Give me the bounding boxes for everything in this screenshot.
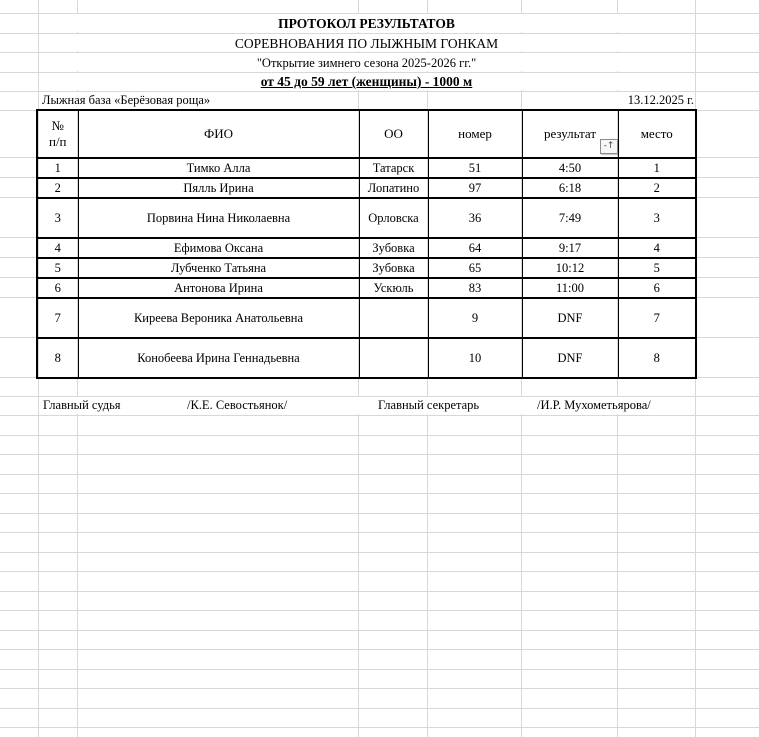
venue-name[interactable]: Лыжная база «Берёзовая роща» xyxy=(42,93,211,107)
cell-place[interactable]: 2 xyxy=(618,178,696,198)
gridline-horizontal xyxy=(0,571,759,572)
cell-oo[interactable] xyxy=(359,298,428,338)
chief-judge-label[interactable]: Главный судья xyxy=(43,398,121,412)
table-row xyxy=(37,238,696,258)
cell-n[interactable]: 4 xyxy=(37,238,78,258)
gridline-horizontal xyxy=(0,630,759,631)
cell-n[interactable]: 7 xyxy=(37,298,78,338)
header-result[interactable]: результат xyxy=(522,110,618,158)
cell-oo[interactable]: Ускюль xyxy=(359,278,428,298)
table-header-row xyxy=(37,110,696,158)
cell-bib[interactable]: 36 xyxy=(428,198,522,238)
results-table xyxy=(36,109,697,379)
cell-bib[interactable]: 64 xyxy=(428,238,522,258)
cell-n[interactable]: 6 xyxy=(37,278,78,298)
cell-n[interactable]: 1 xyxy=(37,158,78,178)
table-row xyxy=(37,178,696,198)
header-place[interactable]: место xyxy=(618,110,696,158)
cell-n[interactable]: 3 xyxy=(37,198,78,238)
cell-result[interactable]: 6:18 xyxy=(522,178,618,198)
cell-oo[interactable] xyxy=(359,338,428,378)
cell-fio[interactable]: Киреева Вероника Анатольевна xyxy=(78,298,359,338)
gridline-horizontal xyxy=(0,552,759,553)
gridline-horizontal xyxy=(0,610,759,611)
competition-title[interactable]: СОРЕВНОВАНИЯ ПО ЛЫЖНЫМ ГОНКАМ xyxy=(234,35,499,51)
cell-result[interactable]: 11:00 xyxy=(522,278,618,298)
cell-bib[interactable]: 10 xyxy=(428,338,522,378)
gridline-horizontal xyxy=(0,415,759,416)
chief-judge-name[interactable]: /К.Е. Севостьянок/ xyxy=(187,398,288,412)
header-fio[interactable]: ФИО xyxy=(78,110,359,158)
cell-oo[interactable]: Зубовка xyxy=(359,258,428,278)
gridline-horizontal xyxy=(0,727,759,728)
header-oo[interactable]: ОО xyxy=(359,110,428,158)
event-date[interactable]: 13.12.2025 г. xyxy=(627,93,694,107)
gridline-horizontal xyxy=(0,708,759,709)
cell-result[interactable]: DNF xyxy=(522,338,618,378)
cell-n[interactable]: 2 xyxy=(37,178,78,198)
cell-place[interactable]: 6 xyxy=(618,278,696,298)
gridline-horizontal xyxy=(0,669,759,670)
chief-secretary-name[interactable]: /И.Р. Мухометьярова/ xyxy=(537,398,651,412)
table-row xyxy=(37,298,696,338)
header-number-line2: п/п xyxy=(48,134,67,149)
table-row xyxy=(37,278,696,298)
gridline-horizontal xyxy=(0,435,759,436)
cell-fio[interactable]: Ефимова Оксана xyxy=(78,238,359,258)
cell-bib[interactable]: 51 xyxy=(428,158,522,178)
cell-result[interactable]: 4:50 xyxy=(522,158,618,178)
gridline-horizontal xyxy=(0,649,759,650)
gridline-horizontal xyxy=(0,532,759,533)
cell-n[interactable]: 8 xyxy=(37,338,78,378)
cell-place[interactable]: 4 xyxy=(618,238,696,258)
cell-result[interactable]: 7:49 xyxy=(522,198,618,238)
cell-bib[interactable]: 97 xyxy=(428,178,522,198)
cell-n[interactable]: 5 xyxy=(37,258,78,278)
cell-result[interactable]: DNF xyxy=(522,298,618,338)
cell-oo[interactable]: Орловска xyxy=(359,198,428,238)
cell-bib[interactable]: 65 xyxy=(428,258,522,278)
cell-place[interactable]: 5 xyxy=(618,258,696,278)
header-number[interactable] xyxy=(37,110,78,158)
gridline-horizontal xyxy=(0,454,759,455)
gridline-horizontal xyxy=(0,493,759,494)
table-row xyxy=(37,158,696,178)
table-row xyxy=(37,338,696,378)
cell-place[interactable]: 7 xyxy=(618,298,696,338)
cell-oo[interactable]: Татарск xyxy=(359,158,428,178)
season-subtitle[interactable]: "Открытие зимнего сезона 2025-2026 гг." xyxy=(256,56,477,70)
cell-fio[interactable]: Порвина Нина Николаевна xyxy=(78,198,359,238)
protocol-title[interactable]: ПРОТОКОЛ РЕЗУЛЬТАТОВ xyxy=(278,16,455,31)
cell-fio[interactable]: Антонова Ирина xyxy=(78,278,359,298)
cell-place[interactable]: 8 xyxy=(618,338,696,378)
cell-fio[interactable]: Лубченко Татьяна xyxy=(78,258,359,278)
gridline-horizontal xyxy=(0,474,759,475)
cell-place[interactable]: 1 xyxy=(618,158,696,178)
gridline-horizontal xyxy=(0,513,759,514)
gridline-horizontal xyxy=(0,591,759,592)
cell-result[interactable]: 10:12 xyxy=(522,258,618,278)
cell-oo[interactable]: Зубовка xyxy=(359,238,428,258)
cell-bib[interactable]: 83 xyxy=(428,278,522,298)
table-row xyxy=(37,258,696,278)
age-group-distance[interactable]: от 45 до 59 лет (женщины) - 1000 м xyxy=(260,74,473,89)
cell-place[interactable]: 3 xyxy=(618,198,696,238)
cell-fio[interactable]: Тимко Алла xyxy=(78,158,359,178)
cell-oo[interactable]: Лопатино xyxy=(359,178,428,198)
gridline-horizontal xyxy=(0,688,759,689)
cell-result[interactable]: 9:17 xyxy=(522,238,618,258)
header-bib[interactable]: номер xyxy=(428,110,522,158)
cell-fio[interactable]: Конобеева Ирина Геннадьевна xyxy=(78,338,359,378)
table-row xyxy=(37,198,696,238)
cell-fio[interactable]: Пялль Ирина xyxy=(78,178,359,198)
sort-indicator-icon[interactable]: -↑ xyxy=(600,139,618,154)
chief-secretary-label[interactable]: Главный секретарь xyxy=(378,398,480,412)
cell-bib[interactable]: 9 xyxy=(428,298,522,338)
header-number-line1: № xyxy=(51,118,64,133)
